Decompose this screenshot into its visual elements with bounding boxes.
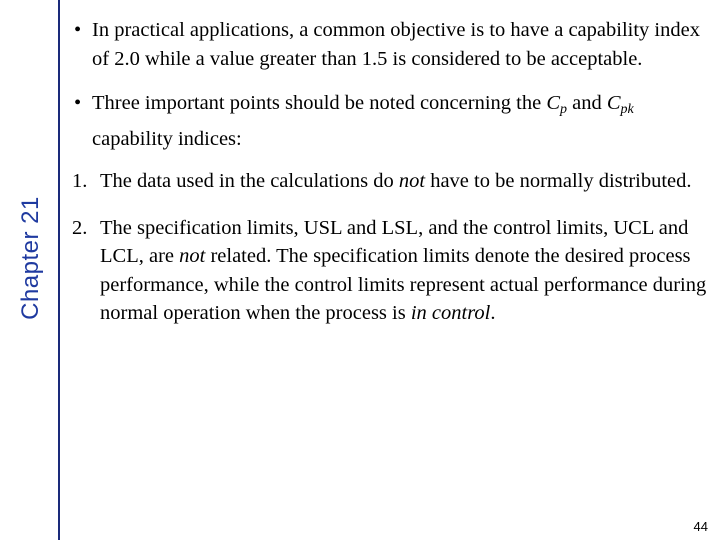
point-text-part3: . (490, 302, 496, 324)
bullet-text-part1: Three important points should be noted concerning the (92, 92, 547, 114)
point-italic-in-control: in control (410, 302, 491, 324)
point-italic-not: not (179, 245, 206, 267)
point-text-part1: The data used in the calculations do (100, 170, 399, 192)
chapter-sidebar (0, 0, 60, 540)
bullet-text-part3: capability indices: (92, 127, 242, 150)
point-number: 1. (72, 170, 88, 192)
bullet-text: In practical applications, a common objective is to have a capability index of 2.0 while a value greater than 1.5 is considered to be acceptable. (92, 19, 700, 70)
point-text-part1: The specification limits, USL and LSL, and the control limits, UCL and LCL, are (100, 216, 689, 267)
bullet-dot-icon: • (74, 19, 82, 41)
bullet-three-points (72, 89, 712, 153)
numbered-point-1 (72, 167, 712, 196)
numbered-point-2 (72, 214, 712, 328)
page-number: 44 (693, 519, 708, 534)
point-text-part2: have to be normally distributed. (425, 170, 692, 192)
point-text-part2: related. The specification limits denote the desired process performance, while the control limits represent actual performance during normal operation when the process is (100, 245, 707, 324)
bullet-text-part2: and (567, 92, 607, 114)
chapter-label: Chapter 21 (17, 196, 44, 320)
slide-content (72, 16, 712, 328)
cp-subscript: p (560, 102, 567, 117)
cp-symbol: C (546, 92, 560, 114)
bullet-dot-icon: • (74, 92, 82, 114)
cpk-symbol: C (606, 92, 621, 114)
point-number: 2. (72, 216, 88, 239)
cpk-subscript: pk (620, 102, 634, 117)
point-italic: not (398, 170, 426, 192)
bullet-capability-objective (72, 16, 712, 73)
